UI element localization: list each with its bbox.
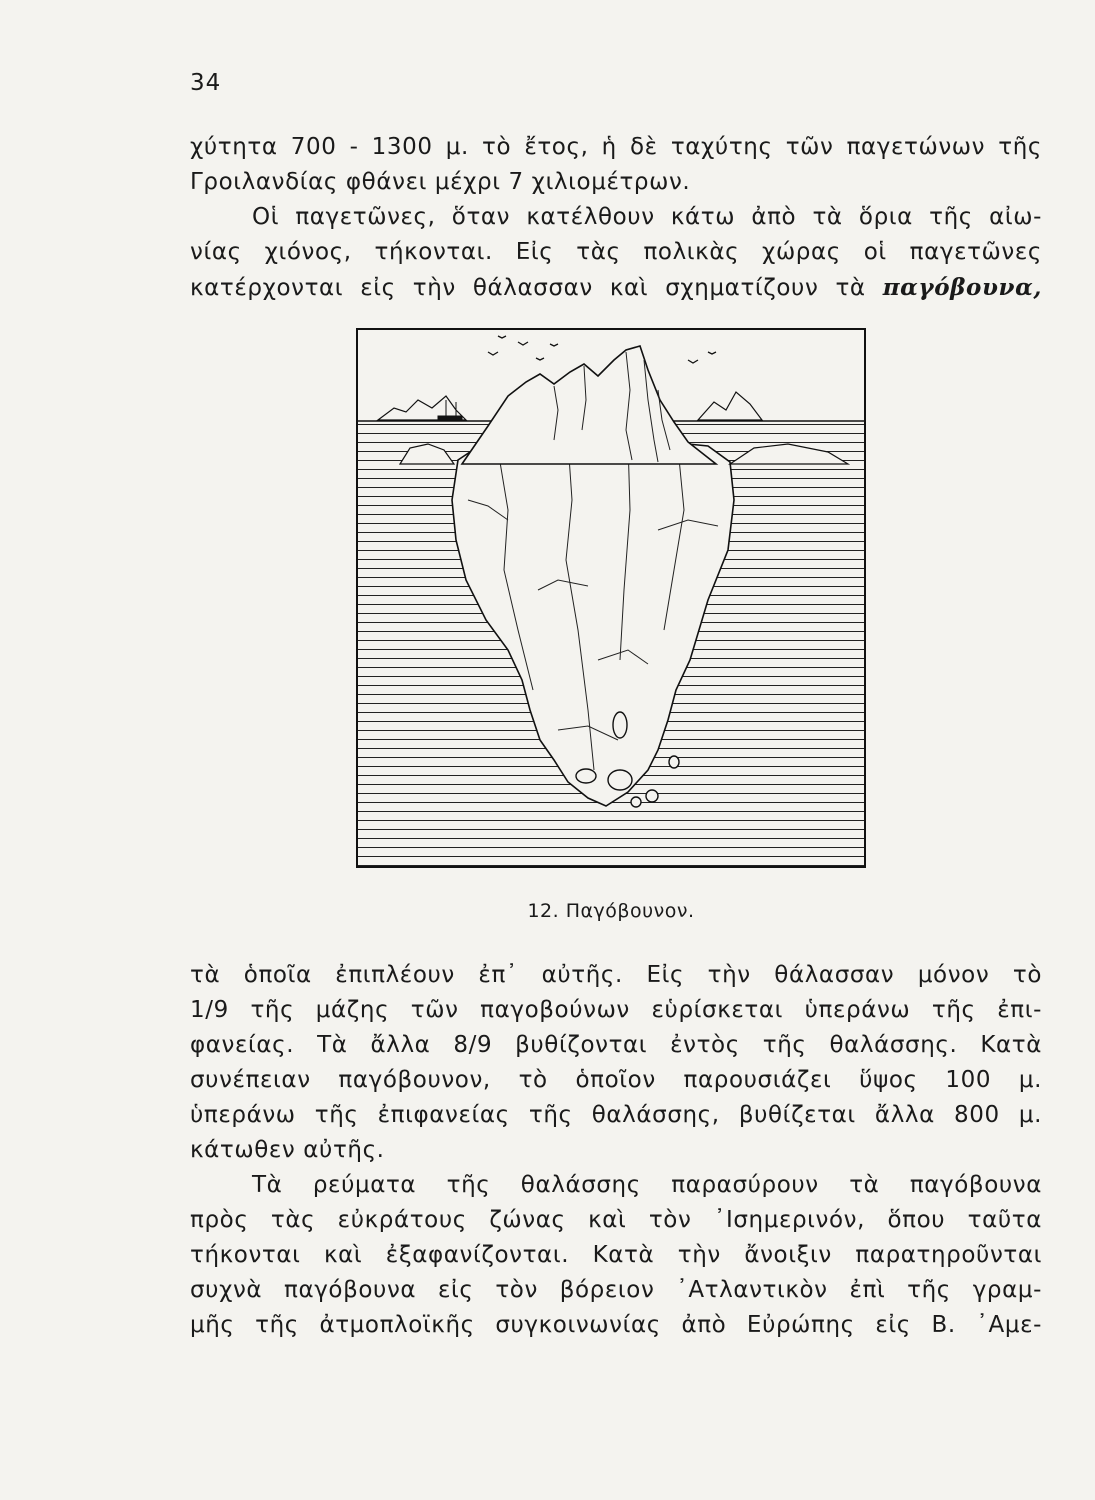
distant-iceberg-right <box>698 392 762 420</box>
iceberg-figure <box>356 328 866 868</box>
text-line: ὑπεράνω τῆς ἐπιφανείας τῆς θαλάσσης, βυθίζεται ἄλλα 800 μ. <box>190 1102 1042 1128</box>
iceberg-illustration <box>358 330 864 866</box>
text-line: τὰ ὁποῖα ἐπιπλέουν ἐπ᾽ αὐτῆς. Εἰς τὴν θάλασσαν μόνον τὸ <box>190 962 1042 988</box>
bottom-text-block <box>190 958 1042 1343</box>
text-line: Οἱ παγετῶνες, ὅταν κατέλθουν κάτω ἀπὸ τὰ ὅρια τῆς αἰω- <box>252 204 1042 230</box>
iceberg-peak <box>462 346 716 464</box>
text-line: συνέπειαν παγόβουνον, τὸ ὁποῖον παρουσιάζει ὕψος 100 μ. <box>190 1067 1042 1093</box>
text-line <box>190 270 1042 305</box>
text-line: πρὸς τὰς εὐκράτους ζώνας καὶ τὸν ᾽Ισημερινόν, ὅπου ταῦτα <box>190 1207 1042 1233</box>
text-line: Τὰ ρεύματα τῆς θαλάσσης παρασύρουν τὰ παγόβουνα <box>252 1172 1042 1198</box>
text-line: τήκονται καὶ ἐξαφανίζονται. Κατὰ τὴν ἄνοιξιν παρατηροῦνται <box>190 1242 1042 1268</box>
emphasized-term: παγόβουνα, <box>882 274 1042 301</box>
top-text-block <box>190 130 1042 305</box>
text-line: νίας χιόνος, τήκονται. Εἰς τὰς πολικὰς χώρας οἱ παγετῶνες <box>190 239 1042 265</box>
text-line: μῆς τῆς ἀτμοπλοϊκῆς συγκοινωνίας ἀπὸ Εὐρώπης εἰς Β. ᾽Αμε- <box>190 1312 1042 1338</box>
text-segment: κατέρχονται εἰς τὴν θάλασσαν καὶ σχηματίζουν τὰ <box>190 275 883 301</box>
page-number: 34 <box>190 70 222 96</box>
text-line: Γροιλανδίας φθάνει μέχρι 7 χιλιομέτρων. <box>190 169 691 195</box>
figure-caption: 12. Παγόβουνον. <box>527 900 695 922</box>
text-line: συχνὰ παγόβουνα εἰς τὸν βόρειον ᾽Ατλαντικὸν ἐπὶ τῆς γραμ- <box>190 1277 1042 1303</box>
text-line: κάτωθεν αὐτῆς. <box>190 1137 385 1163</box>
birds-icon <box>488 336 716 363</box>
text-line: φανείας. Τὰ ἄλλα 8/9 βυθίζονται ἐντὸς τῆς θαλάσσης. Κατὰ <box>190 1032 1042 1058</box>
text-line: χύτητα 700 - 1300 μ. τὸ ἔτος, ἡ δὲ ταχύτης τῶν παγετώνων τῆς <box>190 134 1042 160</box>
text-line: 1/9 τῆς μάζης τῶν παγοβούνων εὑρίσκεται ὑπεράνω τῆς ἐπι- <box>190 997 1042 1023</box>
